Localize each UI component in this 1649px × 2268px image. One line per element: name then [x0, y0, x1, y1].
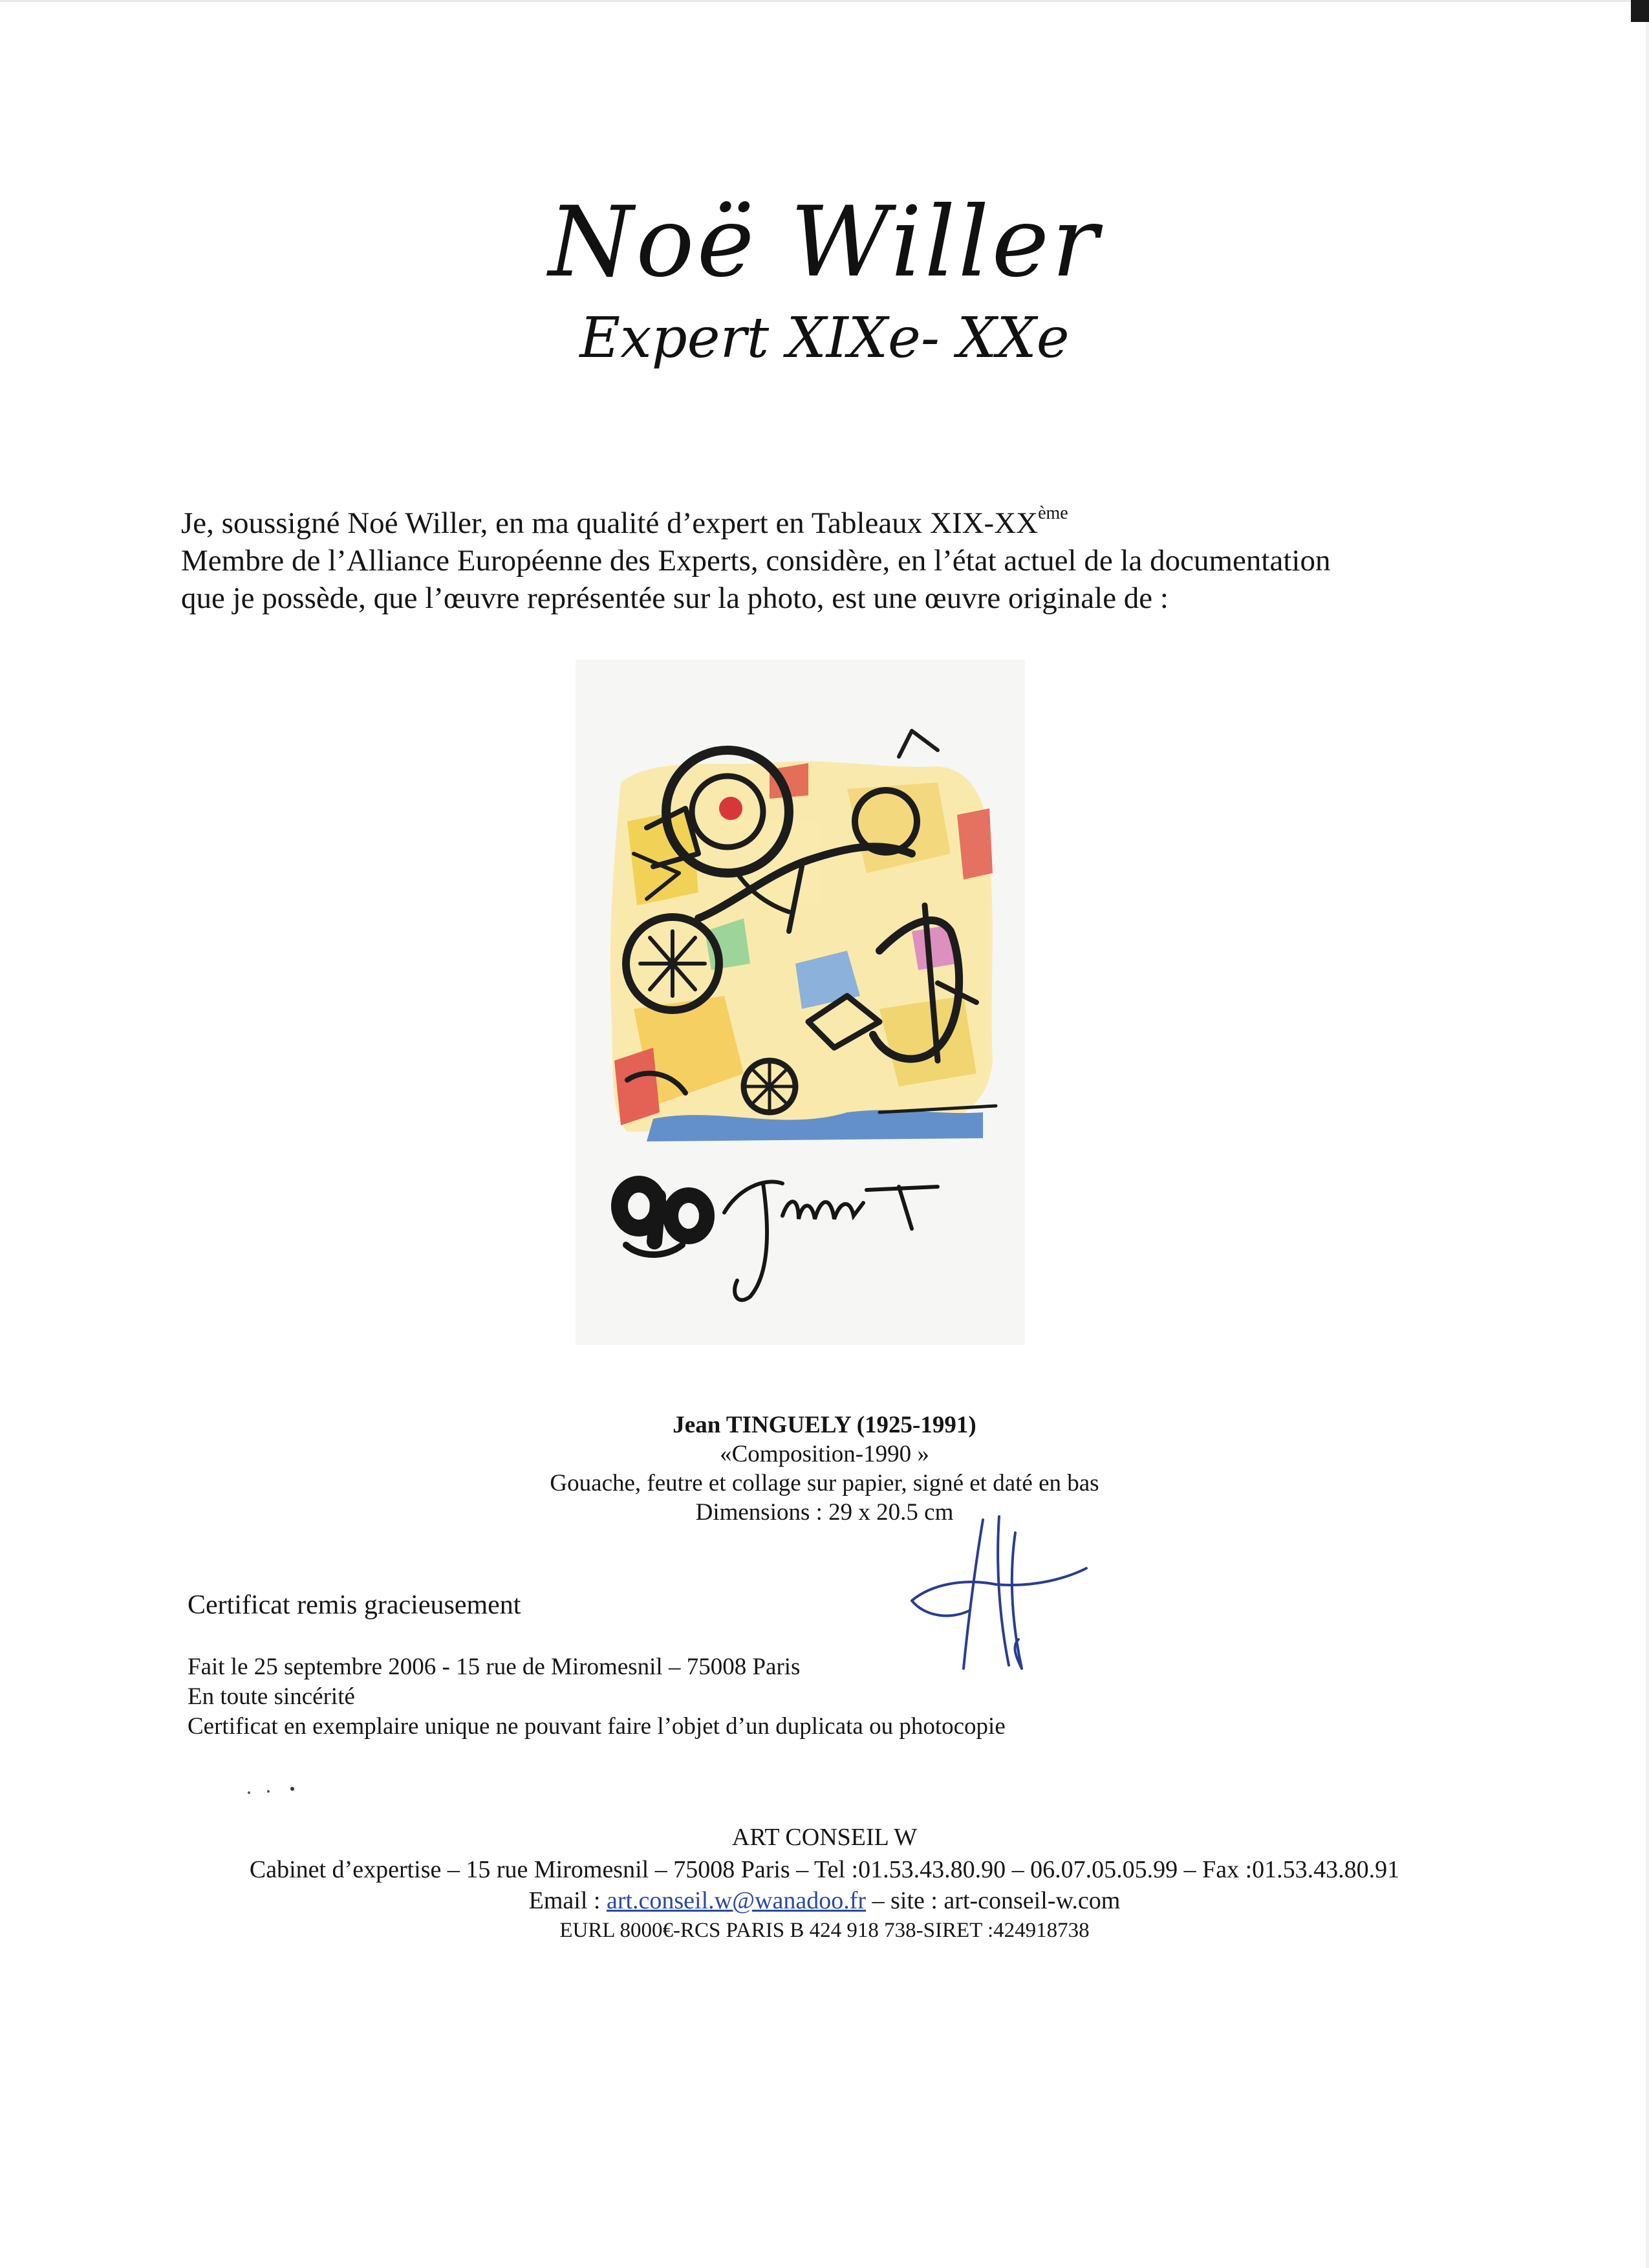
intro-superscript: ème — [1038, 503, 1068, 523]
artwork-dimensions: Dimensions : 29 x 20.5 cm — [695, 1499, 954, 1526]
footer-site: art-conseil-w.com — [943, 1887, 1121, 1914]
artwork-medium: Gouache, feutre et collage sur papier, signé et daté en bas — [550, 1470, 1099, 1496]
footer-email-link[interactable]: art.conseil.w@wanadoo.fr — [606, 1887, 867, 1914]
expert-name-heading: Noë Willer — [548, 186, 1101, 299]
certificate-closing-block — [188, 1652, 1006, 1742]
certificate-free-note: Certificat remis gracieusement — [188, 1590, 521, 1620]
intro-line-2: Membre de l’Alliance Européenne des Experts, considère, en l’état actuel de la documentation — [181, 544, 1331, 578]
certificate-intro-paragraph — [181, 504, 1571, 617]
footer-site-label: – site : — [866, 1887, 944, 1914]
footer-address: Cabinet d’expertise – 15 rue Miromesnil – 75008 Paris – Tel :01.53.43.80.90 – 06.07.05.05.99 – Fax :01.53.43.80.91 — [249, 1856, 1400, 1883]
scan-edge-corner — [1631, 0, 1649, 22]
certificate-sincerity: En toute sincérité — [188, 1683, 355, 1710]
artwork-title: «Composition-1990 » — [720, 1441, 929, 1467]
intro-line-3: que je possède, que l’œuvre représentée sur la photo, est une œuvre originale de : — [181, 581, 1169, 615]
artwork-illustration — [576, 660, 1025, 1345]
scan-speck — [246, 1785, 297, 1798]
artwork-artist: Jean TINGUELY (1925-1991) — [673, 1412, 976, 1438]
footer-legal-info: EURL 8000€-RCS PARIS B 424 918 738-SIRET :424918738 — [559, 1919, 1090, 1942]
footer-company-name: ART CONSEIL W — [731, 1824, 918, 1851]
certificate-date-place: Fait le 25 septembre 2006 - 15 rue de Miromesnil – 75008 Paris — [188, 1654, 801, 1680]
footer-contact-line — [0, 1887, 1649, 1915]
scan-edge-top — [0, 0, 1649, 2]
footer-email-label: Email : — [528, 1887, 607, 1914]
intro-line-1: Je, soussigné Noé Willer, en ma qualité d’expert en Tableaux XIX-XXème — [181, 503, 1068, 540]
certificate-unique-note: Certificat en exemplaire unique ne pouvant faire l’objet d’un duplicata ou photocopie — [188, 1713, 1006, 1740]
expert-specialty-subtitle: Expert XIXe- XXe — [579, 306, 1070, 371]
artwork-photo — [576, 660, 1025, 1345]
